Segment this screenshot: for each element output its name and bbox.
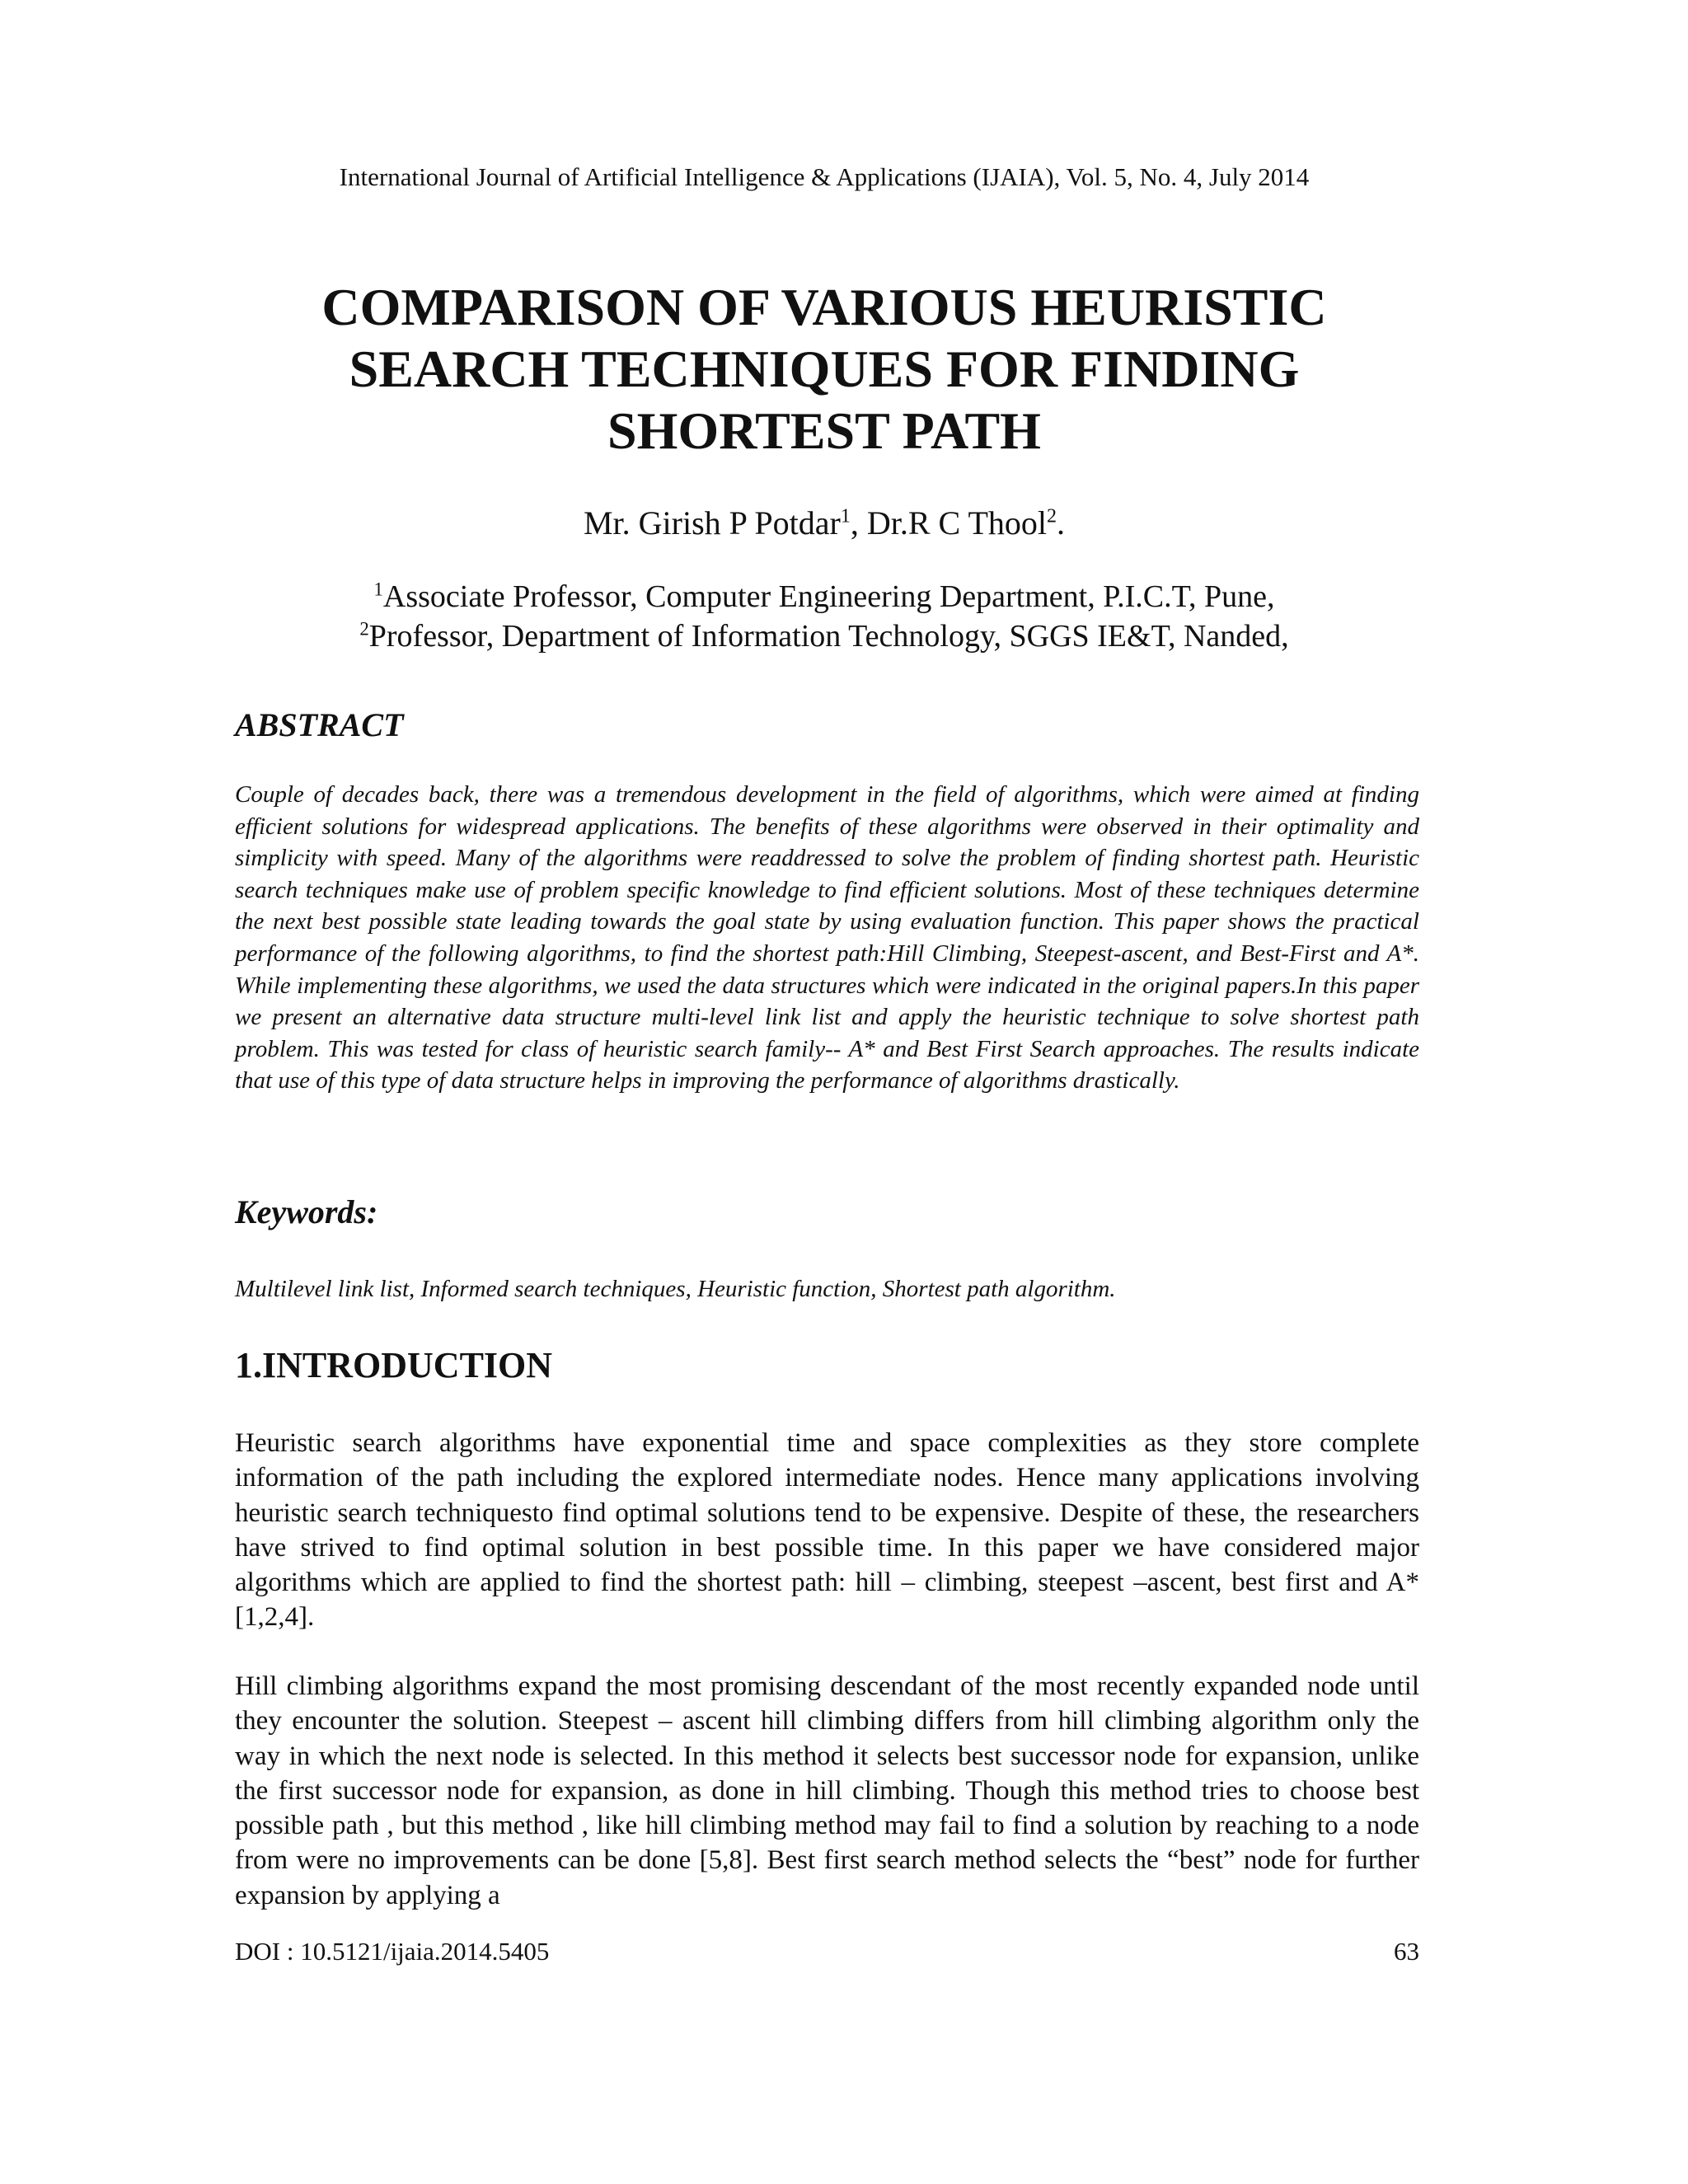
title-line-2: SEARCH TECHNIQUES FOR FINDING <box>349 340 1300 398</box>
affiliation-2-text: Professor, Department of Information Technology, SGGS IE&T, Nanded, <box>368 619 1289 654</box>
affiliation-1-mark: 1 <box>373 579 383 600</box>
author-2: Dr.R C Thool <box>866 504 1048 541</box>
abstract-text: Couple of decades back, there was a tremendous development in the field of algorithms, which were aimed at finding efficient solutions for widespread applications. The benefits of these algorithms were observed in their optimality and simplicity with speed. Many of the algorithms were readdressed to solve the problem of finding shortest path. Heuristic search techniques make use of problem specific knowledge to find efficient solutions. Most of these techniques determine the next best possible state leading towards the goal state by using evaluation function. This paper shows the practical performance of the following algorithms, to find the shortest path:Hill Climbing, Steepest-ascent, and Best-First and A*. While implementing these algorithms, we used the data structures which were indicated in the original papers.In this paper we present an alternative data structure multi-level link list and apply the heuristic technique to solve shortest path problem. This was tested for class of heuristic search family-- A* and Best First Search approaches. The results indicate that use of this type of data structure helps in improving the performance of algorithms drastically. <box>235 781 1419 1094</box>
author-2-affiliation-mark: 2 <box>1047 505 1057 527</box>
keywords-text: Multilevel link list, Informed search techniques, Heuristic function, Shortest path algorithm. <box>235 1276 1116 1302</box>
title-line-3: SHORTEST PATH <box>607 401 1041 460</box>
author-1-affiliation-mark: 1 <box>840 505 851 527</box>
affiliation-1-text: Associate Professor, Computer Engineering Department, P.I.C.T, Pune, <box>382 579 1275 614</box>
affiliation-1 <box>0 577 1648 616</box>
author-separator: , <box>850 504 867 541</box>
author-list <box>0 503 1648 544</box>
introduction-heading: 1.INTRODUCTION <box>235 1345 553 1385</box>
title-line-1: COMPARISON OF VARIOUS HEURISTIC <box>321 278 1327 336</box>
author-1: Mr. Girish P Potdar <box>583 504 841 541</box>
doi-footer: DOI : 10.5121/ijaia.2014.5405 <box>235 1937 550 1966</box>
affiliation-2 <box>0 616 1648 656</box>
affiliations <box>0 577 1648 656</box>
page-number: 63 <box>1394 1937 1419 1966</box>
affiliation-2-mark: 2 <box>359 618 369 640</box>
paper-title <box>0 276 1648 462</box>
introduction-paragraph-2: Hill climbing algorithms expand the most promising descendant of the most recently expanded node until they encounter the solution. Steepest – ascent hill climbing differs from hill climbing algorithm only the way in which the next node is selected. In this method it selects best successor node for expansion, unlike the first successor node for expansion, as done in hill climbing. Though this method tries to choose best possible path , but this method , like hill climbing method may fail to find a solution by reaching to a node from were no improvements can be done [5,8]. Best first search method selects the “best” node for further expansion by applying a <box>235 1671 1419 1910</box>
introduction-paragraph-1: Heuristic search algorithms have exponential time and space complexities as they store complete information of the path including the explored intermediate nodes. Hence many applications involving heuristic search techniquesto find optimal solutions tend to be expensive. Despite of these, the researchers have strived to find optimal solution in best possible time. In this paper we have considered major algorithms which are applied to find the shortest path: hill – climbing, steepest –ascent, best first and A* [1,2,4]. <box>235 1428 1419 1633</box>
running-header: International Journal of Artificial Intelligence & Applications (IJAIA), Vol. 5, No. 4, July 2014 <box>339 162 1310 191</box>
abstract-heading: ABSTRACT <box>235 706 404 743</box>
author-list-end: . <box>1057 504 1066 541</box>
keywords-heading: Keywords: <box>235 1193 378 1230</box>
